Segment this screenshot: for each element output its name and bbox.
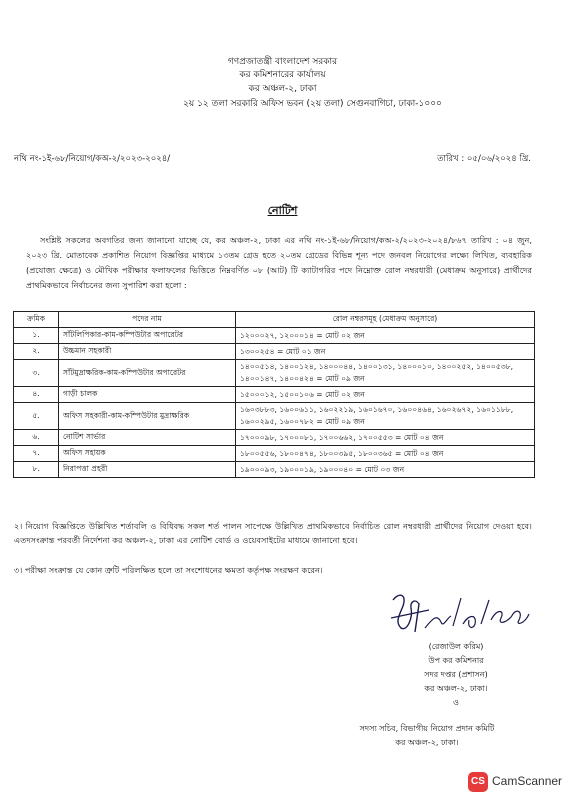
header-zone: কর অঞ্চল-২, ঢাকা [248, 84, 317, 94]
signatory-designation: উপ কর কমিশনার [428, 656, 484, 665]
row-serial: ২. [14, 344, 59, 360]
table-row [14, 446, 535, 462]
row-rolls: ১৯০০০৯৩, ১৯০০০১৯, ১৯০০০৪০ = মোট ০৩ জন [236, 462, 535, 478]
row-rolls: ১৩০০২৫৪ = মোট ০১ জন [236, 344, 535, 360]
results-table [13, 311, 535, 478]
handwritten-signature [385, 588, 535, 644]
row-serial: ৭. [14, 446, 59, 462]
row-post: নোটিশ সার্ভার [59, 430, 236, 446]
committee-office: কর অঞ্চল-২, ঢাকা। [395, 738, 459, 747]
table-row [14, 387, 535, 403]
notice-paragraph-2: ২। নিয়োগ বিজ্ঞপ্তিতে উল্লিখিত শর্তাবলি ও বিধিবদ্ধ সকল শর্ত পালন সাপেক্ষে উল্লিখিত প্রাথমিকভাবে নির্বাচিত রোল নম্বরধারী প্রার্থীদের নিয়োগ দেওয়া হবে। এতদসংক্রান্ত পরবর্তী নির্দেশনা কর অঞ্চল-২, ঢাকা এর নোটিশ বোর্ড ও ওয়েবসাইটের মাধ্যমে জানানো হবে। [14, 521, 532, 545]
row-post: সাঁটলিপিকার-কাম-কম্পিউটার অপারেটর [59, 328, 236, 344]
header-post: পদের নাম [59, 312, 236, 328]
row-rolls: ১৮০০৫৫৬, ১৮০০৪৭৪, ১৮০০৩৯৫, ১৮০০৩৬৫ = মোট ০৪ জন [236, 446, 535, 462]
row-serial: ৬. [14, 430, 59, 446]
table-row [14, 360, 535, 387]
row-rolls: ১৭০০০৯৮, ১৭০০০৮১, ১৭০০৬৬২, ১৭০০৫৫৩ = মোট ০৪ জন [236, 430, 535, 446]
table-row [14, 462, 535, 478]
header-govt: গণপ্রজাতন্ত্রী বাংলাদেশ সরকার [227, 57, 338, 67]
notice-paragraph-1: সংশ্লিষ্ট সকলের অবগতির জন্য জানানো যাচ্ছে যে, কর অঞ্চল-২, ঢাকা এর নথি নং-১ই-৬৮/নিয়োগ/কঅ-২/২০২৩-২০২৪/৮৬৭ তারিখ : ০৪ জুন, ২০২৩ খ্রি. মোতাবেক প্রকাশিত নিয়োগ বিজ্ঞপ্তির মাধ্যমে ১৩তম গ্রেড হতে ২০তম গ্রেডের বিভিন্ন শূন্য পদে জনবল নিয়োগের লক্ষ্যে লিখিত, ব্যবহারিক (প্রযোজ্য ক্ষেত্রে) ও মৌখিক পরীক্ষার ফলাফলের ভিত্তিতে নিম্নবর্ণিত ০৮ (আট) টি ক্যাটাগরির পদে নিম্নোক্ত রোল নম্বরধারী (মেধাক্রম অনুসারে) প্রার্থীদের প্রাথমিকভাবে নির্বাচনের জন্য সুপারিশ করা হলো : [26, 235, 532, 290]
signatory-section: সদর দপ্তর (প্রশাসন) [424, 670, 488, 679]
memo-date: তারিখ : ০৫/০৬/২০২৪ খ্রি. [437, 154, 531, 164]
memo-number: নথি নং-১ই-৬৮/নিয়োগ/কঅ-২/২০২৩-২০২৪/ [14, 154, 171, 164]
signatory-office: কর অঞ্চল-২, ঢাকা। [424, 684, 488, 693]
signatory-and: ও [453, 698, 459, 707]
row-post: সাঁটমুদ্রাক্ষরিক-কাম-কম্পিউটার অপারেটর [59, 360, 236, 387]
notice-title: নোটিশ [267, 204, 298, 217]
committee-block [312, 722, 542, 750]
row-post: গাড়ী চালক [59, 387, 236, 403]
table-row [14, 430, 535, 446]
camscanner-logo-icon: CS [468, 772, 488, 792]
camscanner-watermark: CamScanner [492, 774, 563, 788]
table-header-row [14, 312, 535, 328]
table-row [14, 403, 535, 430]
header-address: ২য় ১২ তলা সরকারি অফিস ভবন (২য় তলা) সেগুনবাগিচা, ঢাকা-১০০০ [183, 99, 442, 109]
header-serial: ক্রমিক [14, 312, 59, 328]
committee-member: সদস্য সচিব, বিভাগীয় নিয়োগ প্রদান কমিটি [359, 724, 495, 733]
header-office: কর কমিশনারের কার্যালয় [239, 70, 326, 80]
row-serial: ৪. [14, 387, 59, 403]
row-serial: ১. [14, 328, 59, 344]
header-rolls: রোল নম্বরসমূহ (মেধাক্রম অনুসারে) [236, 312, 535, 328]
row-post: নিরাপত্তা প্রহরী [59, 462, 236, 478]
row-rolls: ১৬০৩৮৮৩, ১৬০০৬১১, ১৬০২২১৯, ১৬০১৬৭০, ১৬০০৪৬৪, ১৬০২৬৭২, ১৬০১১৮৮, ১৬০০২৯৫, ১৬০০৭৮২ = মোট ০৯ জন [236, 403, 535, 430]
row-rolls: ১২০০০২৭, ১২০০০১৪ = মোট ০২ জন [236, 328, 535, 344]
table-row [14, 328, 535, 344]
row-post: অফিস সহকারী-কাম-কম্পিউটার মুদ্রাক্ষরিক [59, 403, 236, 430]
row-serial: ৩. [14, 360, 59, 387]
table-row [14, 344, 535, 360]
row-serial: ৮. [14, 462, 59, 478]
row-post: অফিস সহায়ক [59, 446, 236, 462]
signatory-block [376, 640, 536, 710]
signatory-name: (রেজাউল করিম) [428, 642, 484, 651]
row-post: উচ্চমান সহকারী [59, 344, 236, 360]
notice-paragraph-3: ৩। পরীক্ষা সংক্রান্ত যে কোন ত্রুটি পরিলক্ষিত হলে তা সংশোধনের ক্ষমতা কর্তৃপক্ষ সংরক্ষণ করেন। [14, 565, 323, 575]
row-rolls: ১৪০০৫১৪, ১৪০০১২৪, ১৪০০০৪৪, ১৪০০১৩১, ১৪০০০১০, ১৪০০২৫২, ১৪০০৫৩৮, ১৪০০১৪৭, ১৪০০৪২৪ = মোট ০৯ জন [236, 360, 535, 387]
row-rolls: ১৫০০০১২, ১৫০০১০৬ = মোট ০২ জন [236, 387, 535, 403]
row-serial: ৫. [14, 403, 59, 430]
